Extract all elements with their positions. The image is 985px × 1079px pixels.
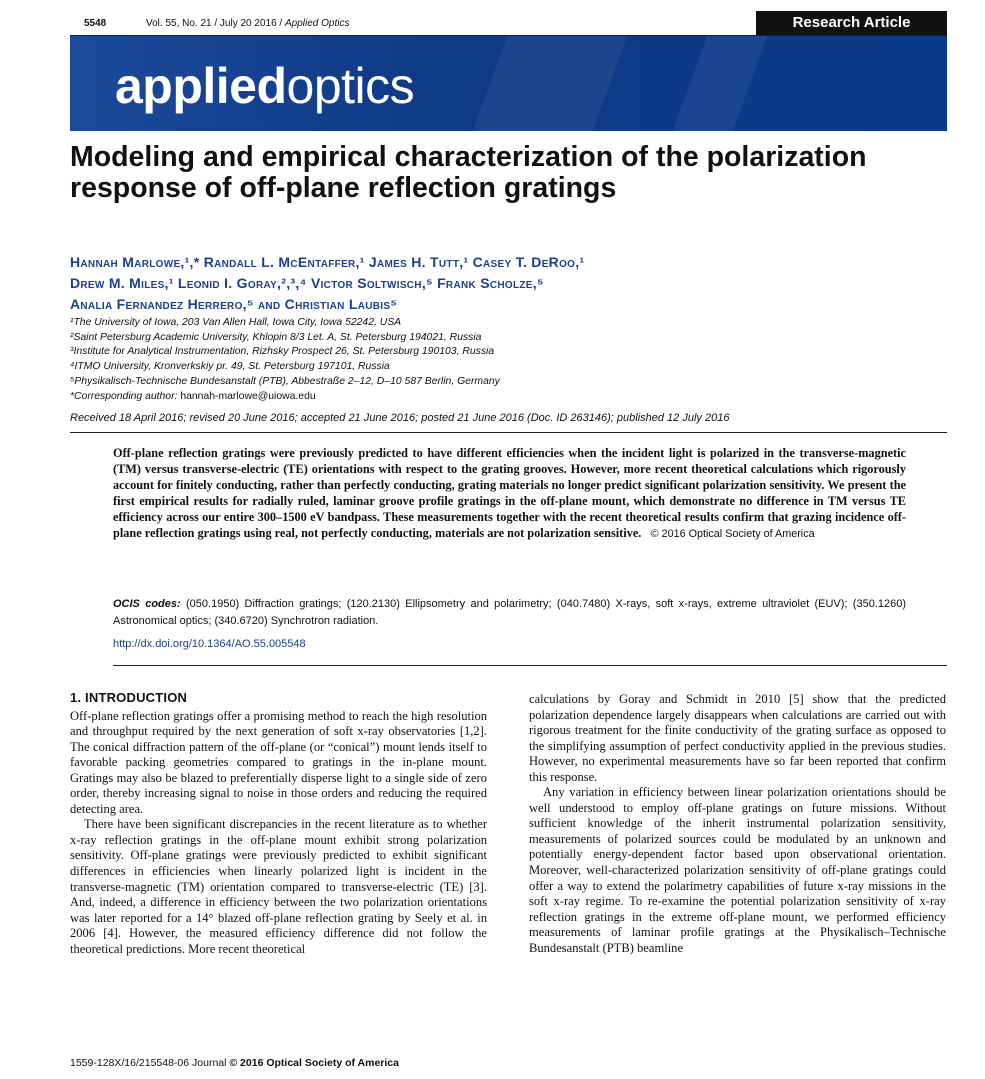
received-dates: Received 18 April 2016; revised 20 June 2016; accepted 21 June 2016; posted 21 June 2016 (Doc. ID 263146); published 12 July 2016 [70, 412, 730, 424]
paragraph: Off-plane reflection gratings offer a promising method to reach the high resolution and throughput required by the next generation of soft x-ray observatories [1,2]. The conical diffraction pattern of the off-plane (or “conical”) mount lends itself to favorable packing geometries compared to gratings in the in-plane mount. Gratings may also be blazed to preferentially disperse light to a single side of zero order, thereby increasing signal to noise in those orders and reducing the required detecting area. [70, 708, 487, 816]
banner-stripe [673, 36, 768, 131]
left-column [70, 690, 487, 957]
footer-copyright: © 2016 Optical Society of America [229, 1057, 399, 1069]
footer-issn: 1559-128X/16/215548-06 Journal [70, 1057, 230, 1069]
journal-citation [146, 18, 349, 29]
affiliation: ⁴ITMO University, Kronverkskiy pr. 49, St. Petersburg 197101, Russia [70, 361, 390, 373]
corresponding-label: *Corresponding author: [70, 390, 181, 402]
doi-link[interactable]: http://dx.doi.org/10.1364/AO.55.005548 [113, 638, 306, 650]
affiliations [70, 316, 500, 404]
divider [113, 665, 947, 666]
paragraph: calculations by Goray and Schmidt in 2010 [5] show that the predicted polarization dependence largely disappears when calculations are carried out with rigorous treatment for the finite conductivity of the grating surface as opposed to the simplifying assumption of perfect conductivity applied in the previous studies. However, no experimental measurements have so far been reported that confirm this response. [529, 692, 946, 784]
ocis-codes [113, 596, 906, 630]
affiliation: ²Saint Petersburg Academic University, Khlopin 8/3 Let. A, St. Petersburg 194021, Russia [70, 331, 482, 343]
banner-stripe [473, 36, 628, 131]
paragraph: There have been significant discrepancies in the recent literature as to whether x-ray reflection gratings in the off-plane mount exhibit strong polarization sensitivity. Off-plane gratings were previously predicted to exhibit significant differences in efficiencies when linearly polarized light is incident in the transverse-magnetic (TM) orientation compared to transverse-electric (TE) [3]. And, indeed, a difference in efficiency between the two polarization orientations was later reported for a 14° blazed off-plane reflection grating by Seely et al. in 2006 [4]. However, the measured efficiency difference did not follow the theoretical predictions. More recent theoretical [70, 817, 487, 956]
logo-bold: applied [115, 58, 287, 114]
article-type-badge: Research Article [756, 11, 947, 35]
section-heading: 1. INTRODUCTION [70, 690, 188, 705]
author-list [70, 252, 910, 315]
corresponding-author [70, 390, 500, 405]
journal-logo [115, 58, 414, 114]
author-line: Hannah Marlowe,¹,* Randall L. McEntaffer,¹ James H. Tutt,¹ Casey T. DeRoo,¹ [70, 254, 585, 270]
divider [70, 432, 947, 433]
page-footer [70, 1057, 399, 1069]
paragraph: Any variation in efficiency between linear polarization orientations should be well understood to employ off-plane gratings on future missions. Without sufficient knowledge of the inherit instrumental polarization sensitivity, measurements of polarized sources could be modulated by an unknown and potentially energy-dependent factor based upon observational orientation. Moreover, well-characterized polarization sensitivity of off-plane gratings could offer a way to extend the polarimetry capabilities of future x-ray missions in the soft x-ray regime. To re-examine the potential polarization sensitivity of x-ray reflection gratings in the extreme off-plane mount, we performed efficiency measurements of laminar profile gratings at the Physikalisch–Technische Bundesanstalt (PTB) beamline [529, 785, 946, 955]
page-number: 5548 [84, 18, 107, 29]
affiliation: ¹The University of Iowa, 203 Van Allen Hall, Iowa City, Iowa 52242, USA [70, 317, 402, 328]
corresponding-email[interactable]: hannah-marlowe@uiowa.edu [180, 390, 316, 402]
ocis-label: OCIS codes: [113, 598, 181, 610]
ocis-text: (050.1950) Diffraction gratings; (120.2130) Ellipsometry and polarimetry; (040.7480) X-rays, soft x-rays, extreme ultraviolet (EUV); (350.1260) Astronomical optics; (340.6720) Synchrotron radiation. [113, 598, 907, 627]
abstract-copyright: © 2016 Optical Society of America [650, 528, 815, 541]
journal-volume: Vol. 55, No. 21 / July 20 2016 / [146, 18, 285, 29]
abstract [113, 445, 906, 543]
journal-name: Applied Optics [284, 18, 350, 29]
author-line: Drew M. Miles,¹ Leonid I. Goray,²,³,⁴ Victor Soltwisch,⁵ Frank Scholze,⁵ [70, 275, 544, 291]
abstract-text: Off-plane reflection gratings were previously predicted to have different efficiencies when the incident light is polarized in the transverse-magnetic (TM) versus transverse-electric (TE) orientations with respect to the grating grooves. However, more recent theoretical calculations which rigorously account for finitely conducting, rather than perfectly conducting, grating materials no longer predict significant polarization sensitivity. We present the first empirical results for radially ruled, laminar groove profile gratings in the off-plane mount, which demonstrate no difference in TM versus TE efficiency across our entire 300–1500 eV bandpass. These measurements together with the recent theoretical results confirm that grazing incidence off-plane reflection gratings using real, not perfectly conducting, materials are not polarization sensitive. [113, 446, 906, 541]
right-column [529, 692, 946, 956]
journal-banner [70, 36, 947, 131]
author-line: Analia Fernandez Herrero,⁵ and Christian Laubis⁵ [70, 296, 398, 312]
affiliation: ⁵Physikalisch-Technische Bundesanstalt (PTB), Abbestraße 2–12, D–10 587 Berlin, Germany [70, 375, 500, 387]
logo-light: optics [286, 58, 415, 114]
article-title: Modeling and empirical characterization of the polarization response of off-plane reflection gratings [70, 141, 867, 204]
affiliation: ³Institute for Analytical Instrumentation, Rizhsky Prospect 26, St. Petersburg 190103, Russia [70, 346, 495, 358]
